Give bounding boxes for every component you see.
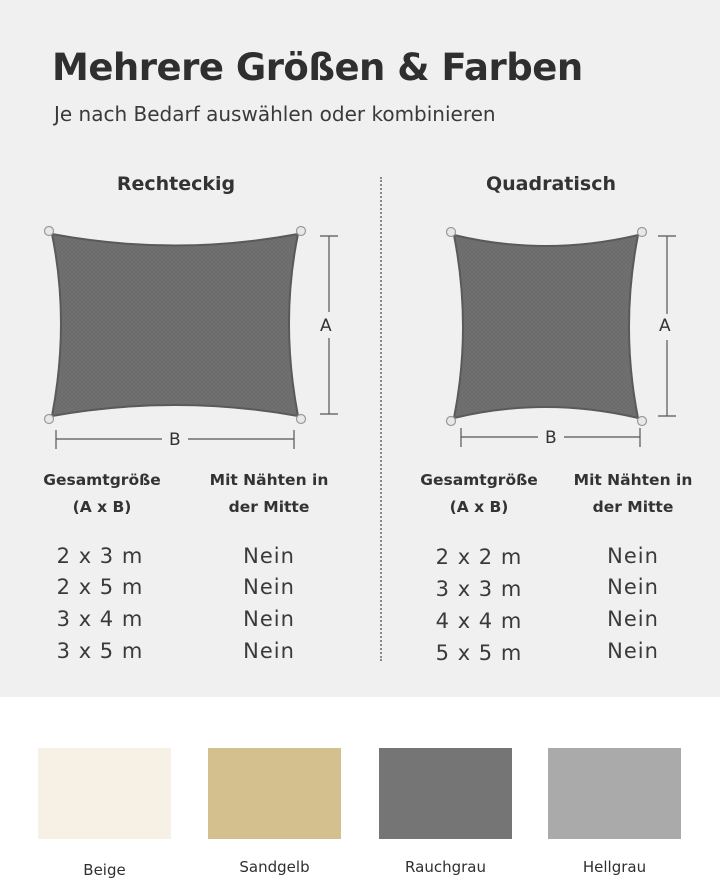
square-seams-header: Mit Nähten in der Mitte: [573, 471, 693, 516]
rectangular-row-seams: Nein: [243, 639, 295, 663]
color-label-sandgelb: Sandgelb: [239, 858, 310, 876]
square-row-seams: Nein: [607, 575, 659, 599]
square-row-size: 5 x 5 m: [435, 641, 523, 665]
rectangular-dimension-a: A: [320, 316, 332, 336]
rectangular-seams-header: Mit Nähten in der Mitte: [209, 471, 329, 516]
square-sail-shape: [454, 235, 638, 418]
color-label-hellgrau: Hellgrau: [582, 858, 647, 876]
square-row-size: 3 x 3 m: [435, 577, 523, 601]
rectangular-row-seams: Nein: [243, 544, 295, 568]
rectangular-row-size: 2 x 3 m: [56, 544, 144, 568]
rectangular-row-seams: Nein: [243, 575, 295, 599]
section-divider: [380, 177, 382, 661]
rectangular-row-size: 2 x 5 m: [56, 575, 144, 599]
color-swatch-rauchgrau[interactable]: [379, 748, 512, 839]
color-swatch-sandgelb[interactable]: [208, 748, 341, 839]
color-label-rauchgrau: Rauchgrau: [405, 858, 486, 876]
square-sail-diagram: [440, 222, 690, 452]
rectangular-heading: Rechteckig: [116, 173, 236, 195]
rectangular-size-header: Gesamtgröße (A x B): [43, 471, 161, 516]
square-row-seams: Nein: [607, 607, 659, 631]
square-row-seams: Nein: [607, 639, 659, 663]
square-dimension-a: A: [659, 316, 671, 336]
rectangular-sail-diagram: [40, 222, 350, 452]
rectangular-row-size: 3 x 5 m: [56, 639, 144, 663]
square-heading: Quadratisch: [486, 173, 616, 195]
color-swatch-beige[interactable]: [38, 748, 171, 839]
rectangular-row-seams: Nein: [243, 607, 295, 631]
color-label-beige: Beige: [83, 861, 126, 879]
page-subtitle: Je nach Bedarf auswählen oder kombinieren: [54, 102, 496, 126]
rectangular-sail-shape: [52, 234, 298, 416]
square-dimension-b: B: [545, 428, 557, 448]
page-title: Mehrere Größen & Farben: [52, 46, 583, 89]
square-row-seams: Nein: [607, 544, 659, 568]
square-size-header: Gesamtgröße (A x B): [420, 471, 538, 516]
square-row-size: 4 x 4 m: [435, 609, 523, 633]
square-row-size: 2 x 2 m: [435, 545, 523, 569]
rectangular-dimension-b: B: [169, 430, 181, 450]
color-swatch-hellgrau[interactable]: [548, 748, 681, 839]
rectangular-row-size: 3 x 4 m: [56, 607, 144, 631]
